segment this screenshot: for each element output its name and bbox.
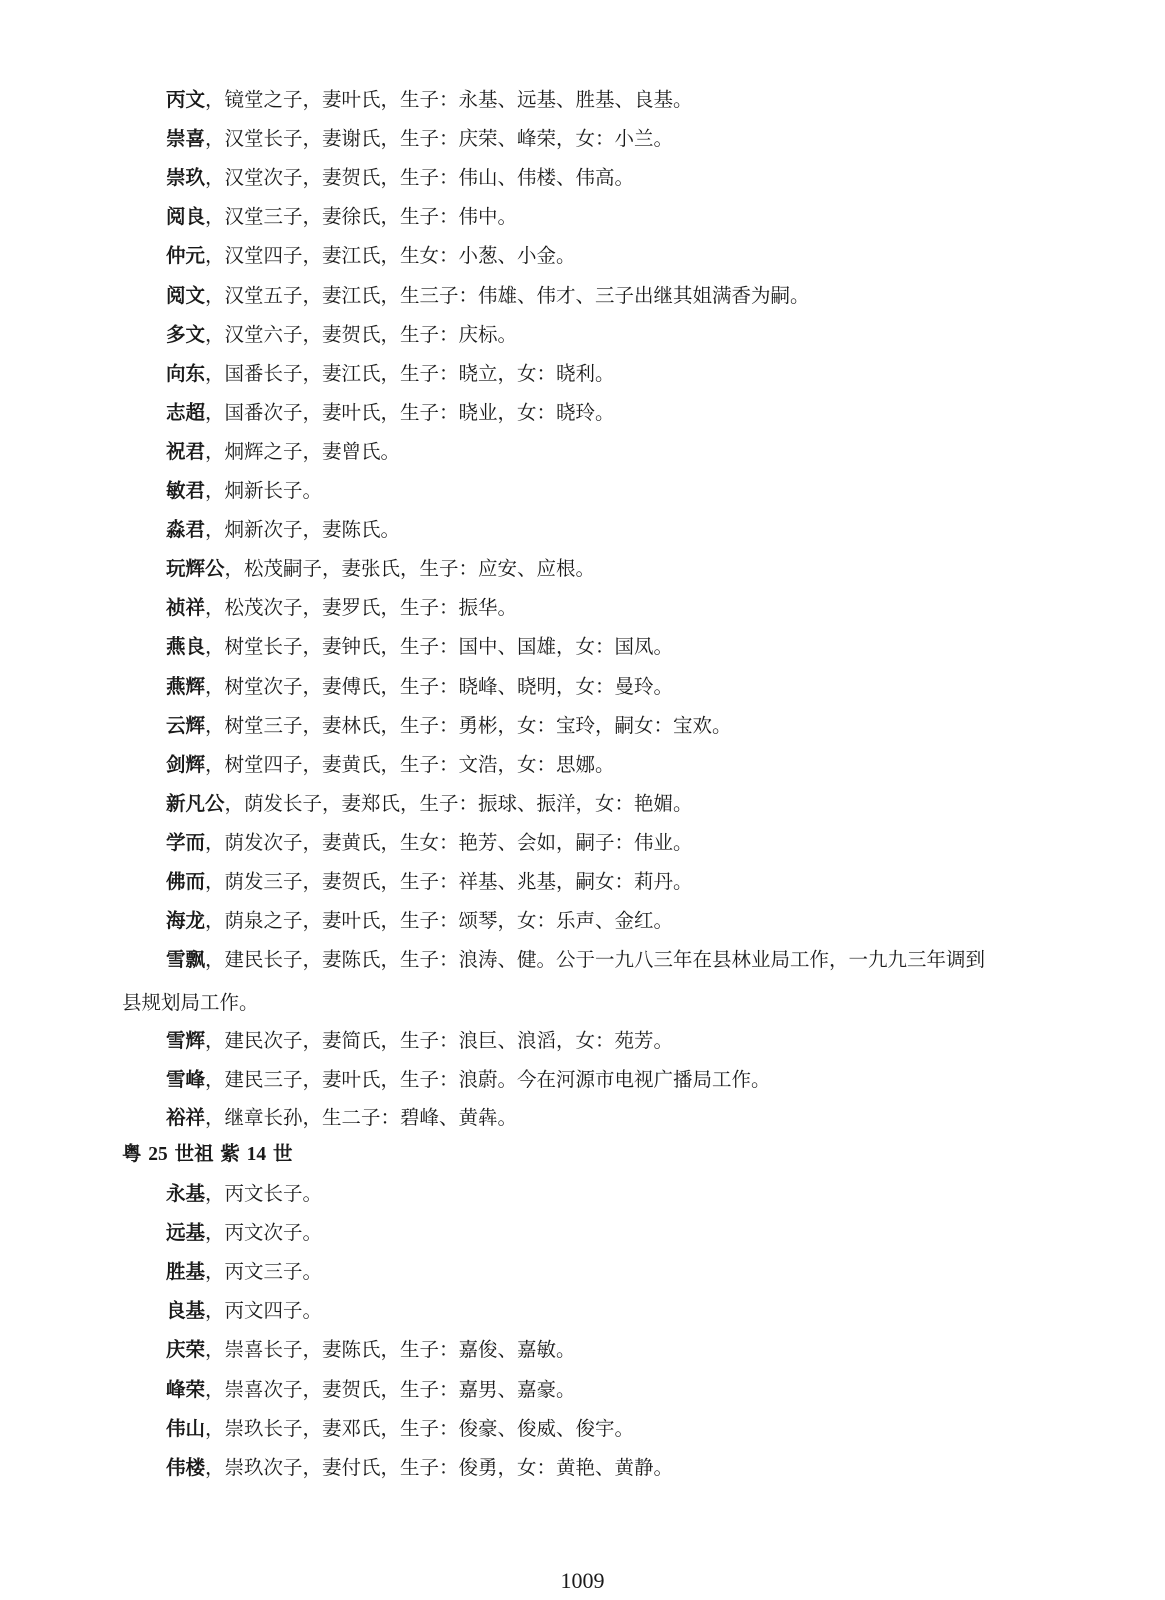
- entry-continuation-line: 县规划局工作。: [122, 991, 259, 1014]
- entry-person-name: 峰荣: [166, 1377, 206, 1401]
- entry-description: ，荫发三子，妻贺氏，生子：祥基、兆基，嗣女：莉丹。: [205, 870, 693, 893]
- entry-person-name: 雪辉: [166, 1029, 206, 1052]
- entry-description: ，汉堂六子，妻贺氏，生子：庆标。: [205, 322, 518, 346]
- entry-person-name: 新凡公: [166, 791, 225, 815]
- entry-description: ，汉堂五子，妻江氏，生三子：伟雄、伟才、三子出继其姐满香为嗣。: [205, 283, 810, 307]
- entry-description: ，丙文长子。: [205, 1182, 323, 1205]
- entry-person-name: 祝君: [166, 439, 206, 463]
- entry-description: ，松茂嗣子，妻张氏，生子：应安、应根。: [224, 557, 596, 581]
- entry-person-name: 阅文: [166, 283, 206, 307]
- entry-description: ，建民长子，妻陈氏，生子：浪涛、健。公于一九八三年在县林业局工作，一九九三年调到: [205, 948, 986, 972]
- entry-description: ，荫发长子，妻郑氏，生子：振球、振洋，女：艳媚。: [224, 791, 693, 815]
- entry-line: [166, 243, 576, 269]
- entry-description: ，炯新次子，妻陈氏。: [205, 518, 401, 542]
- entry-line: [166, 1028, 673, 1054]
- entry-person-name: 海龙: [166, 909, 206, 933]
- entry-person-name: 雪峰: [166, 1067, 206, 1091]
- entry-person-name: 祯祥: [166, 596, 206, 620]
- entry-description: ，树堂三子，妻林氏，生子：勇彬，女：宝玲，嗣女：宝欢。: [205, 713, 732, 737]
- entry-description: ，树堂四子，妻黄氏，生子：文浩，女：思娜。: [205, 752, 615, 776]
- heading-suffix: 世: [266, 1142, 293, 1165]
- entry-description: ，崇喜次子，妻贺氏，生子：嘉男、嘉豪。: [205, 1377, 576, 1401]
- entry-line: [166, 830, 693, 856]
- entry-person-name: 裕祥: [166, 1106, 206, 1129]
- entry-description: ，丙文三子。: [205, 1260, 323, 1284]
- entry-description: ，荫发次子，妻黄氏，生女：艳芳、会如，嗣子：伟业。: [205, 830, 693, 854]
- entry-person-name: 庆荣: [166, 1338, 206, 1362]
- entry-line: [166, 517, 400, 543]
- entry-person-name: 云辉: [166, 713, 206, 737]
- entry-description: ，汉堂三子，妻徐氏，生子：伟中。: [205, 205, 518, 229]
- entry-description: ，建民次子，妻简氏，生子：浪巨、浪滔，女：苑芳。: [205, 1029, 674, 1052]
- entry-description: ，国番长子，妻江氏，生子：晓立，女：晓利。: [205, 361, 615, 385]
- heading-prefix: 粤: [122, 1142, 149, 1165]
- entry-line: [166, 556, 595, 582]
- entry-line: [166, 322, 517, 348]
- entry-line: [166, 1455, 673, 1481]
- entry-person-name: 剑辉: [166, 752, 206, 776]
- entry-line: [166, 165, 634, 191]
- entry-line: [166, 1220, 322, 1246]
- entry-description: ，炯辉之子，妻曾氏。: [205, 439, 401, 463]
- entry-line: [166, 674, 673, 700]
- entry-description: ，汉堂次子，妻贺氏，生子：伟山、伟楼、伟高。: [205, 166, 635, 190]
- entry-line: [166, 595, 517, 621]
- entry-person-name: 敏君: [166, 479, 206, 502]
- entry-person-name: 向东: [166, 361, 206, 385]
- entry-description: ，松茂次子，妻罗氏，生子：振华。: [205, 596, 518, 620]
- entry-line: [166, 283, 810, 309]
- entry-description: ，建民三子，妻叶氏，生子：浪蔚。今在河源市电视广播局工作。: [205, 1067, 771, 1091]
- entry-line: [166, 400, 615, 426]
- heading-number-1: 25: [148, 1144, 168, 1165]
- entry-person-name: 仲元: [166, 244, 206, 268]
- entry-person-name: 淼君: [166, 518, 206, 542]
- entry-description: ，荫泉之子，妻叶氏，生子：颂琴，女：乐声、金红。: [205, 909, 674, 933]
- entry-person-name: 阅良: [166, 205, 206, 229]
- entry-person-name: 雪飘: [166, 948, 206, 972]
- entry-person-name: 胜基: [166, 1260, 206, 1284]
- entry-description: ，丙文次子。: [205, 1221, 323, 1245]
- entry-person-name: 崇玖: [166, 166, 206, 190]
- entry-line: [166, 478, 322, 504]
- entry-person-name: 远基: [166, 1221, 206, 1245]
- entry-description: ，汉堂四子，妻江氏，生女：小葱、小金。: [205, 244, 576, 268]
- heading-number-2: 14: [246, 1144, 267, 1165]
- entry-line: [166, 1377, 576, 1403]
- entry-line: [166, 1298, 322, 1324]
- entry-person-name: 永基: [166, 1182, 206, 1205]
- page-number: 1009: [560, 1568, 605, 1593]
- entry-line: [166, 1416, 634, 1442]
- entry-description: ，树堂长子，妻钟氏，生子：国中、国雄，女：国凤。: [205, 635, 674, 659]
- entry-person-name: 丙文: [166, 88, 206, 111]
- entry-description: ，国番次子，妻叶氏，生子：晓业，女：晓玲。: [205, 400, 615, 424]
- entry-description: ，镜堂之子，妻叶氏，生子：永基、远基、胜基、良基。: [205, 88, 693, 111]
- entry-line: [166, 908, 673, 934]
- entry-person-name: 燕良: [166, 635, 206, 659]
- entry-person-name: 伟山: [166, 1416, 206, 1440]
- entry-person-name: 燕辉: [166, 674, 206, 698]
- entry-line: [166, 439, 400, 465]
- entry-person-name: 佛而: [166, 870, 206, 893]
- entry-description: ，崇玖次子，妻付氏，生子：俊勇，女：黄艳、黄静。: [205, 1455, 674, 1479]
- heading-middle: 世祖 紫: [167, 1142, 247, 1165]
- entry-person-name: 志超: [166, 400, 206, 424]
- entry-line: [166, 1105, 517, 1131]
- entry-line: [166, 204, 517, 230]
- entry-line: [166, 1067, 771, 1093]
- entry-line: [166, 791, 693, 817]
- entry-person-name: 玩辉公: [166, 557, 225, 581]
- entry-description: ，树堂次子，妻傅氏，生子：晓峰、晓明，女：曼玲。: [205, 674, 674, 698]
- entry-description: ，崇喜长子，妻陈氏，生子：嘉俊、嘉敏。: [205, 1338, 576, 1362]
- entry-description: ，汉堂长子，妻谢氏，生子：庆荣、峰荣，女：小兰。: [205, 127, 674, 151]
- entry-line: [166, 126, 673, 152]
- entry-line: [166, 1259, 322, 1285]
- entry-line: [166, 713, 732, 739]
- entry-person-name: 伟楼: [166, 1455, 206, 1479]
- entry-description: ，丙文四子。: [205, 1299, 323, 1323]
- entry-line: [166, 634, 673, 660]
- entry-line: [166, 87, 693, 113]
- entry-description: ，继章长孙，生二子：碧峰、黄犇。: [205, 1106, 518, 1129]
- entry-person-name: 学而: [166, 830, 206, 854]
- entry-line: [166, 361, 615, 387]
- entry-description: ，崇玖长子，妻邓氏，生子：俊豪、俊威、俊宇。: [205, 1416, 635, 1440]
- generation-heading: [122, 1141, 292, 1168]
- entry-person-name: 多文: [166, 322, 206, 346]
- entry-line: [166, 1181, 322, 1207]
- entry-line: [166, 869, 693, 895]
- entry-person-name: 良基: [166, 1299, 206, 1323]
- entry-line: [166, 1337, 576, 1363]
- entry-line: [166, 752, 615, 778]
- entry-line: [166, 947, 985, 973]
- entry-description: ，炯新长子。: [205, 479, 323, 502]
- entry-person-name: 崇喜: [166, 127, 206, 151]
